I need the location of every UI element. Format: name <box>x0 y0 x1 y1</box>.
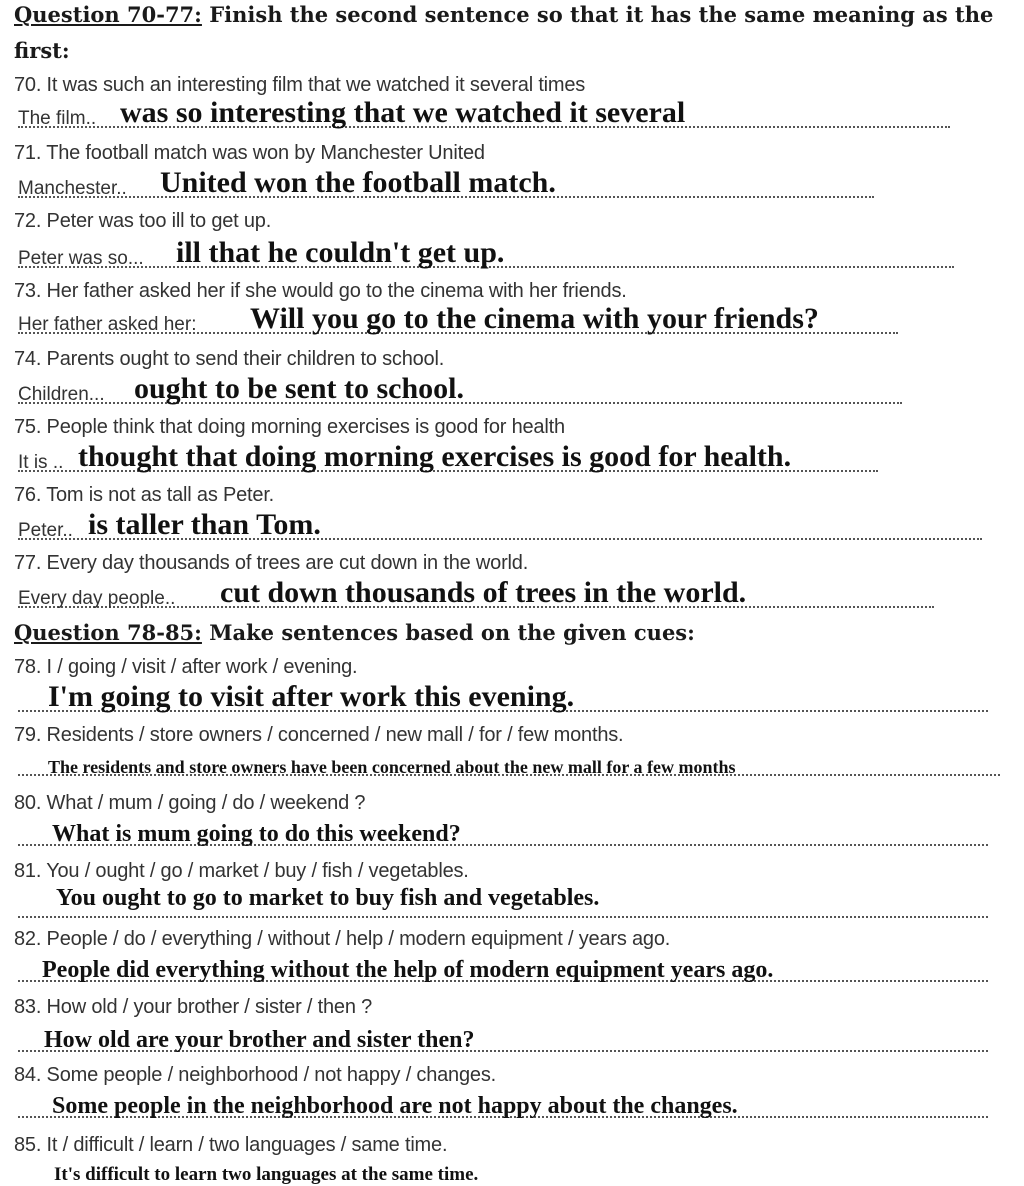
question-85-prompt: 85. It / difficult / learn / two languages / same time. <box>14 1134 448 1156</box>
question-77-prompt: 77. Every day thousands of trees are cut down in the world. <box>14 552 529 574</box>
question-73-prompt: 73. Her father asked her if she would go to the cinema with her friends. <box>14 280 627 302</box>
question-79-prompt: 79. Residents / store owners / concerned / new mall / for / few months. <box>14 724 624 746</box>
question-73-answer: Will you go to the cinema with your friends? <box>250 302 819 335</box>
question-72-answer-line <box>18 236 954 272</box>
question-71-answer: United won the football match. <box>160 166 556 199</box>
question-79-answer-line <box>18 748 1000 780</box>
question-74-answer-line <box>18 372 902 408</box>
question-78-prompt: 78. I / going / visit / after work / evening. <box>14 656 358 678</box>
question-80-prompt: 80. What / mum / going / do / weekend ? <box>14 792 366 814</box>
question-72-prompt: 72. Peter was too ill to get up. <box>14 210 272 232</box>
question-74-answer: ought to be sent to school. <box>134 372 465 405</box>
question-71-prompt: 71. The football match was won by Manchester United <box>14 142 485 164</box>
question-70-answer-line <box>18 96 950 132</box>
question-76-prompt: 76. Tom is not as tall as Peter. <box>14 484 275 506</box>
question-80-answer: What is mum going to do this weekend? <box>52 821 461 847</box>
section-number: Question 70-77: <box>14 2 202 27</box>
question-77-answer-line <box>18 576 934 612</box>
question-74-prompt: 74. Parents ought to send their children to school. <box>14 348 445 370</box>
question-71-lead: Manchester.. <box>18 178 127 199</box>
question-85-answer: It's difficult to learn two languages at the same time. <box>54 1164 479 1185</box>
section-heading-78-85 <box>14 620 695 645</box>
question-77-lead: Every day people.. <box>18 588 176 609</box>
question-72-answer: ill that he couldn't get up. <box>176 236 505 269</box>
question-81-prompt: 81. You / ought / go / market / buy / fish / vegetables. <box>14 860 469 882</box>
question-75-prompt: 75. People think that doing morning exercises is good for health <box>14 416 565 438</box>
question-85-answer-line <box>18 1154 988 1186</box>
section-number: Question 78-85: <box>14 620 202 645</box>
question-82-answer-line <box>18 954 988 986</box>
question-78-answer: I'm going to visit after work this evening. <box>48 680 575 713</box>
section-instruction: Make sentences based on the given cues: <box>201 620 695 645</box>
question-71-answer-line <box>18 166 874 202</box>
question-76-answer: is taller than Tom. <box>88 508 321 541</box>
question-74-lead: Children... <box>18 384 105 405</box>
question-84-answer-line <box>18 1090 988 1122</box>
question-79-answer: The residents and store owners have been concerned about the new mall for a few months <box>48 757 736 777</box>
question-75-lead: It is .. <box>18 452 64 473</box>
section-heading-70-77 <box>14 2 993 27</box>
section-instruction: Finish the second sentence so that it has the same meaning as the <box>201 2 994 27</box>
question-81-answer-line <box>18 884 988 916</box>
question-83-answer: How old are your brother and sister then? <box>44 1027 475 1053</box>
question-82-prompt: 82. People / do / everything / without / help / modern equipment / years ago. <box>14 928 671 950</box>
question-75-answer: thought that doing morning exercises is good for health. <box>78 440 792 473</box>
question-77-answer: cut down thousands of trees in the world. <box>220 576 747 609</box>
question-73-answer-line <box>18 302 918 338</box>
question-73-lead: Her father asked her: <box>18 314 197 335</box>
question-70-prompt: 70. It was such an interesting film that we watched it several times <box>14 74 586 96</box>
question-83-answer-line <box>18 1024 988 1056</box>
question-81-answer: You ought to go to market to buy fish and vegetables. <box>56 885 600 911</box>
question-76-answer-line <box>18 508 982 544</box>
question-72-lead: Peter was so... <box>18 248 144 269</box>
question-83-prompt: 83. How old / your brother / sister / then ? <box>14 996 373 1018</box>
question-70-lead: The film.. <box>18 108 97 129</box>
question-78-answer-line <box>18 680 988 716</box>
question-70-answer: was so interesting that we watched it several <box>120 96 686 129</box>
question-82-answer: People did everything without the help of modern equipment years ago. <box>42 957 774 983</box>
dotted-line <box>18 916 988 918</box>
section-instruction-line2: first: <box>14 38 70 63</box>
question-76-lead: Peter.. <box>18 520 73 541</box>
question-80-answer-line <box>18 818 988 850</box>
question-75-answer-line <box>18 440 918 476</box>
question-84-answer: Some people in the neighborhood are not happy about the changes. <box>52 1093 738 1119</box>
question-84-prompt: 84. Some people / neighborhood / not happy / changes. <box>14 1064 496 1086</box>
